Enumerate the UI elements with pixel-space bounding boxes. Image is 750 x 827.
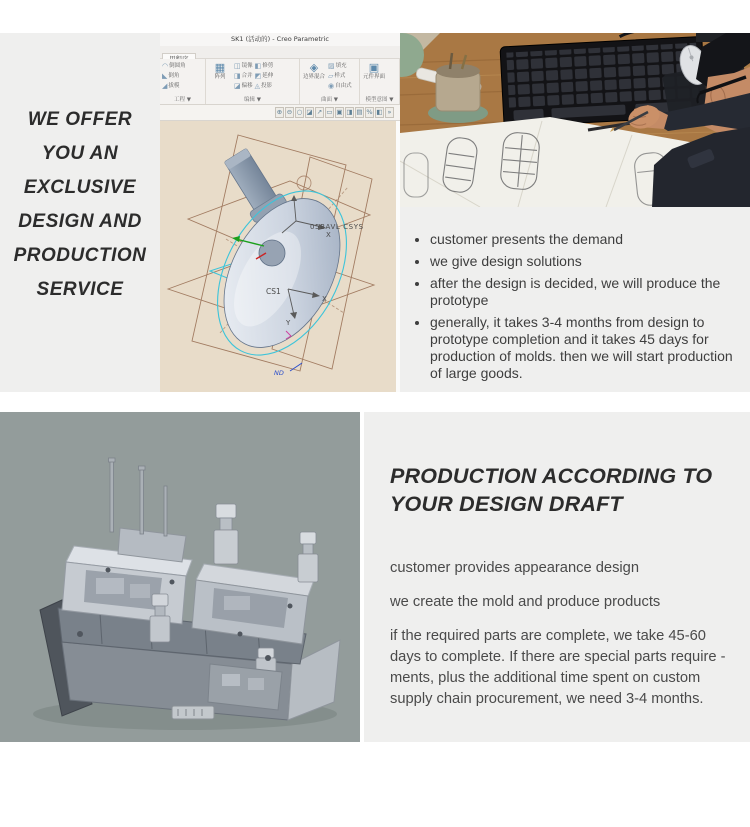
trim-icon: ◧ (254, 62, 262, 70)
zoom-out-icon: ⊖ (286, 108, 293, 116)
merge-icon: ◨ (234, 72, 241, 80)
bullet-item: • after the design is decided, we will produce the prototype (430, 275, 744, 309)
ribbon-item-component-interface (362, 60, 386, 80)
top-section (0, 33, 750, 392)
cad-model-drawing (160, 121, 396, 392)
refit-icon: ○ (296, 108, 303, 116)
display-style-icon: ▭ (326, 108, 333, 116)
bullet-item: • we give design solutions (430, 253, 744, 270)
extend-icon: ◩ (254, 72, 262, 80)
repaint-icon: ◪ (306, 108, 313, 116)
mold-front-block (208, 664, 282, 710)
model-hole (259, 240, 285, 266)
guide-cylinder-1 (214, 504, 238, 564)
offer-headline-panel (0, 33, 160, 392)
perspective-icon: % (366, 108, 373, 116)
round-icon: ◠ (162, 62, 169, 70)
creo-cad-screenshot (160, 33, 400, 392)
paragraph: if the required parts are complete, we take 45-60 days to complete. If there are special parts require -ments, plus the additional time spent on custom supply chain procurement, we need 3-4 months. (390, 628, 726, 707)
ribbon-item-label: 合并 (241, 73, 253, 79)
production-heading (390, 462, 726, 518)
production-text-panel (364, 412, 750, 742)
guide-cylinder-2 (298, 532, 318, 582)
csys-label: 05BAVL CSYS (310, 223, 364, 231)
spin-center-icon: ▤ (356, 108, 363, 116)
ribbon-item-pattern (208, 60, 232, 80)
chamfer-icon: ◣ (162, 72, 168, 80)
axis-y-lower-label: Y (286, 319, 291, 327)
headline-line: SERVICE (36, 279, 124, 300)
ribbon-item (234, 72, 253, 81)
ribbon-group-engineering (160, 59, 206, 104)
cs1-label: CS1 (266, 287, 281, 296)
annotation-display-icon: ◨ (346, 108, 353, 116)
orient-icon: ↗ (316, 108, 323, 116)
headline-line: YOU AN (41, 143, 119, 164)
ribbon-item (255, 62, 274, 71)
process-bullets-panel (400, 207, 750, 392)
ribbon-group-label: 编辑 ▼ (244, 97, 261, 103)
ribbon-item-label: 镜像 (241, 63, 253, 69)
bullet-item: • customer presents the demand (430, 231, 744, 248)
mold-photo-panel (0, 412, 360, 742)
headline-line: WE OFFER (27, 109, 133, 130)
ribbon-item-label: 填充 (335, 63, 347, 69)
edge-connector (172, 706, 214, 719)
axis-x-lower-label: X (322, 295, 327, 303)
fill-icon: ▨ (328, 62, 335, 70)
view-manager-icon: » (385, 107, 394, 118)
svg-text:ND: ND (274, 369, 284, 377)
guide-cylinder-3 (150, 594, 170, 642)
ribbon-item-label: 阵列 (214, 74, 226, 80)
ribbon-item-label: 倒角 (168, 73, 180, 79)
project-icon: ◬ (254, 82, 261, 90)
production-paragraphs (390, 558, 726, 710)
ribbon-item (162, 82, 186, 91)
ribbon-group-model-intent (360, 59, 400, 104)
ribbon-item (328, 62, 352, 71)
paragraph: customer provides appearance design (390, 560, 640, 576)
injection-mold-photo (0, 412, 360, 742)
datum-display-icon: ▣ (336, 108, 343, 116)
cad-view-toolbar (160, 105, 400, 121)
ribbon-item-boundary-blend (302, 60, 326, 80)
ribbon-group-label: 模型意图 ▼ (365, 97, 394, 103)
bullet-item: • generally, it takes 3-4 months from design to prototype completion and it takes 45 days for production of molds. then we will start production of large goods. (430, 314, 744, 382)
ribbon-item (162, 72, 186, 81)
ribbon-group-editing (206, 59, 300, 104)
ribbon-item-label: 倒圆角 (169, 63, 186, 69)
zoom-in-icon: ⊕ (276, 108, 283, 116)
cad-window-title: SK1 (活动的) - Creo Parametric (160, 33, 400, 46)
designer-sketching-photo (400, 33, 750, 207)
draft-icon: ◢ (162, 82, 168, 90)
component-interface-icon: ▣ (368, 61, 380, 74)
ribbon-group-label: 曲面 ▼ (321, 97, 338, 103)
ribbon-item (328, 72, 352, 81)
process-bullet-list (400, 207, 750, 382)
cad-tab-row (160, 46, 400, 59)
headline-line: EXCLUSIVE (23, 177, 137, 198)
headline-line: DESIGN AND (18, 211, 142, 232)
headline-line: PRODUCTION (13, 245, 147, 266)
freestyle-icon: ◉ (328, 82, 335, 90)
ribbon-item-label: 投影 (261, 83, 273, 89)
ribbon-item-label: 边界混合 (302, 74, 325, 80)
ribbon-item-label: 自由式 (335, 83, 352, 89)
ribbon-item (328, 82, 352, 91)
ribbon-item-label: 修剪 (262, 63, 274, 69)
bottom-section (0, 412, 750, 742)
heading-line-2: YOUR DESIGN DRAFT (390, 492, 623, 516)
ribbon-group-surfaces (300, 59, 360, 104)
pattern-icon: ▦ (214, 61, 226, 74)
mirror-icon: ◫ (234, 62, 241, 70)
saved-views-icon: ◧ (376, 108, 383, 116)
ribbon-item-label: 样式 (334, 73, 346, 79)
ribbon-item (162, 62, 186, 71)
paragraph: we create the mold and produce products (390, 594, 661, 610)
photo-column (400, 33, 750, 392)
ribbon-item-label: 元件界面 (362, 74, 385, 80)
cad-ribbon (160, 59, 400, 105)
front-pocket-2 (248, 678, 264, 690)
ribbon-item (255, 82, 274, 91)
ribbon-item (234, 62, 253, 71)
offset-icon: ◪ (234, 82, 241, 90)
ribbon-item-label: 偏移 (241, 83, 253, 89)
boundary-blend-icon: ◈ (309, 61, 319, 74)
ribbon-item-label: 延伸 (262, 73, 274, 79)
front-pocket (222, 674, 240, 686)
axis-x-upper-label: X (326, 231, 331, 239)
style-icon: ▱ (328, 72, 334, 80)
cad-3d-viewport (160, 121, 400, 392)
ribbon-group-label: 工程 ▼ (174, 97, 191, 103)
ribbon-item-label: 拔模 (168, 83, 180, 89)
heading-line-1: PRODUCTION ACCORDING TO (390, 464, 713, 488)
ribbon-item (255, 72, 274, 81)
ribbon-item (234, 82, 253, 91)
